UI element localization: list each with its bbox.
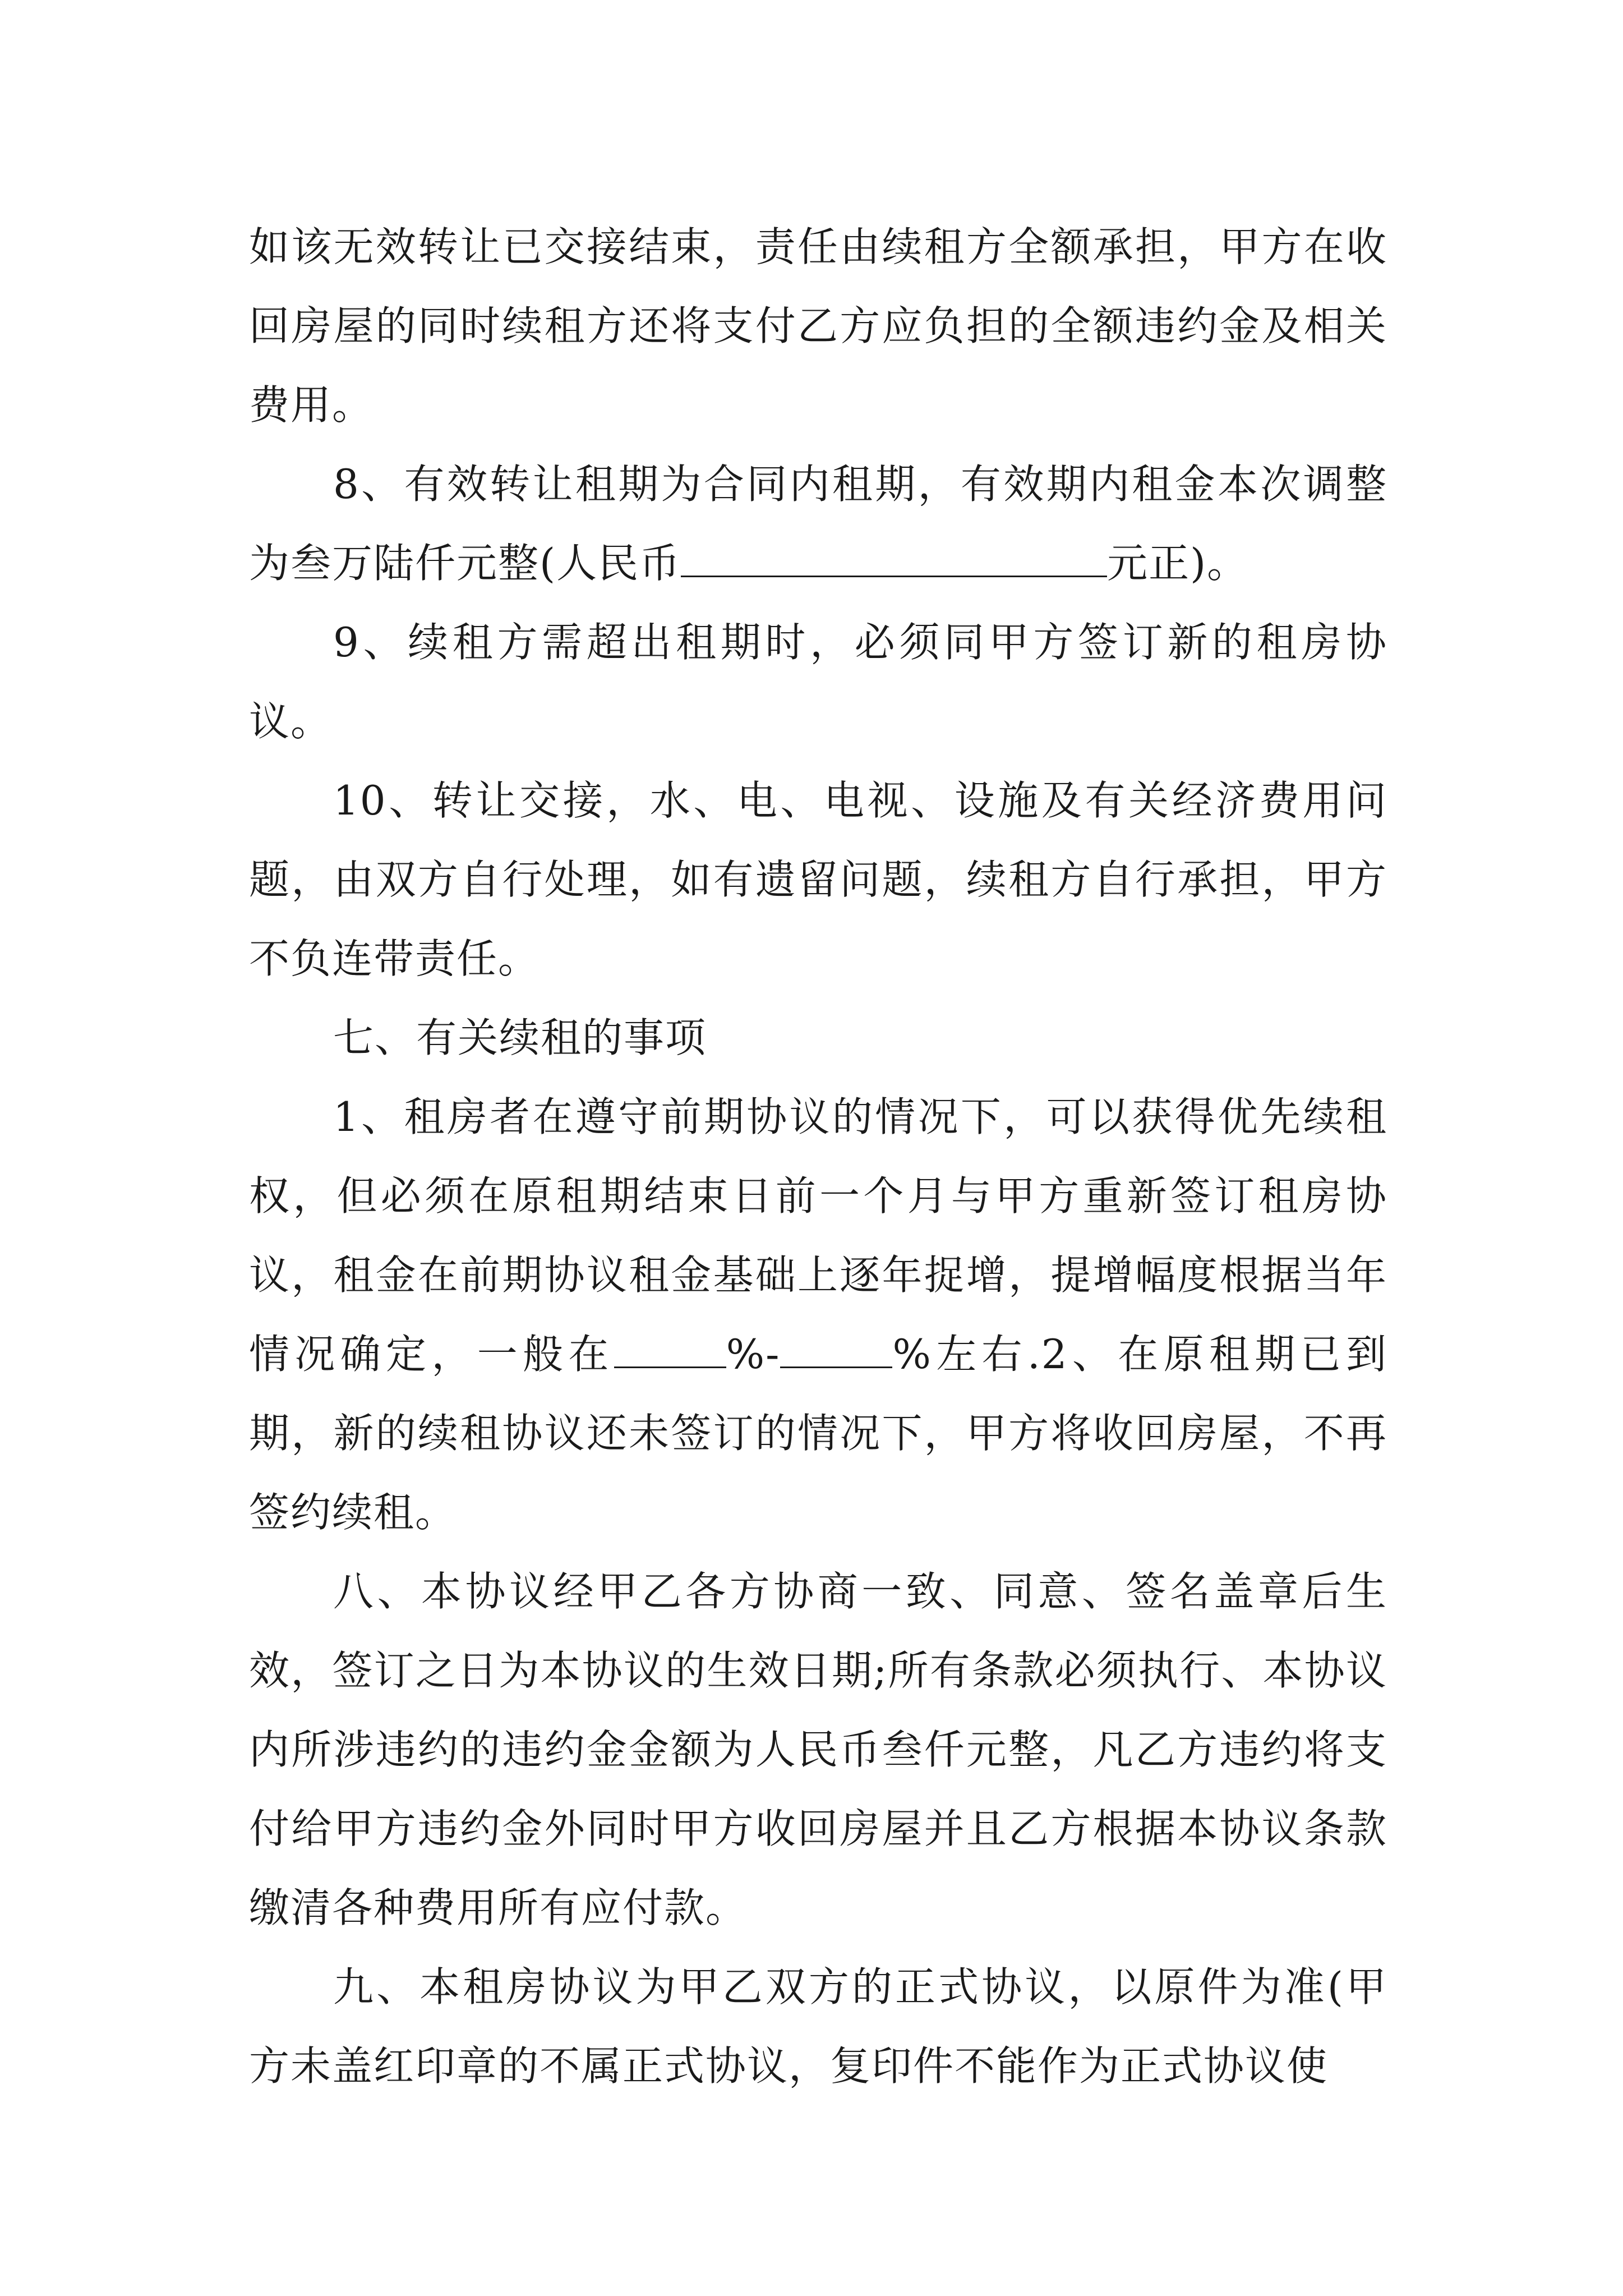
paragraph-text: 9、续租方需超出租期时，必须同甲方签订新的租房协议。 [249, 619, 1387, 745]
paragraph-clause-8 [249, 445, 1387, 603]
section-heading-9 [249, 1948, 1387, 2106]
fill-in-blank [614, 1333, 726, 1368]
paragraph-clause-10 [249, 761, 1387, 999]
paragraph-text: 九、本租房协议为甲乙双方的正式协议，以原件为准(甲方未盖红印章的不属正式协议，复印件不能作为正式协议使 [249, 1963, 1387, 2090]
fill-in-blank [780, 1333, 892, 1368]
paragraph-renewal-1 [249, 1078, 1387, 1552]
paragraph-text: 如该无效转让已交接结束，责任由续租方全额承担，甲方在收回房屋的同时续租方还将支付乙方应负担的全额违约金及相关费用。 [249, 223, 1387, 429]
fill-in-blank [681, 542, 1107, 577]
heading-text: 七、有关续租的事项 [333, 1014, 707, 1061]
paragraph-text: 8、有效转让租期为合同内租期，有效期内租金本次调整为叁万陆仟元整(人民币 [249, 461, 1387, 587]
document-body [249, 208, 1387, 2106]
paragraph-text: 10、转让交接，水、电、电视、设施及有关经济费用问题，由双方自行处理，如有遗留问题，续租方自行承担，甲方不负连带责任。 [249, 777, 1387, 982]
paragraph-text: %- [726, 1331, 781, 1378]
section-heading-8 [249, 1552, 1387, 1948]
section-heading-7 [249, 999, 1387, 1078]
paragraph-clause-9 [249, 603, 1387, 761]
paragraph-text: %左右.2、在原租期已到期，新的续租协议还未签订的情况下，甲方将收回房屋，不再签约续租。 [249, 1331, 1387, 1536]
paragraph-text: 元正)。 [1107, 540, 1249, 587]
paragraph-text: 八、本协议经甲乙各方协商一致、同意、签名盖章后生效，签订之日为本协议的生效日期;所有条款必须执行、本协议内所涉违约的违约金金额为人民币叁仟元整，凡乙方违约将支付给甲方违约金外同时甲方收回房屋并且乙方根据本协议条款缴清各种费用所有应付款。 [249, 1568, 1387, 1931]
paragraph-continuation [249, 208, 1387, 445]
paragraph-text: 1、租房者在遵守前期协议的情况下，可以获得优先续租权，但必须在原租期结束日前一个月与甲方重新签订租房协议，租金在前期协议租金基础上逐年捉增，提增幅度根据当年情况确定，一般在 [249, 1093, 1387, 1378]
